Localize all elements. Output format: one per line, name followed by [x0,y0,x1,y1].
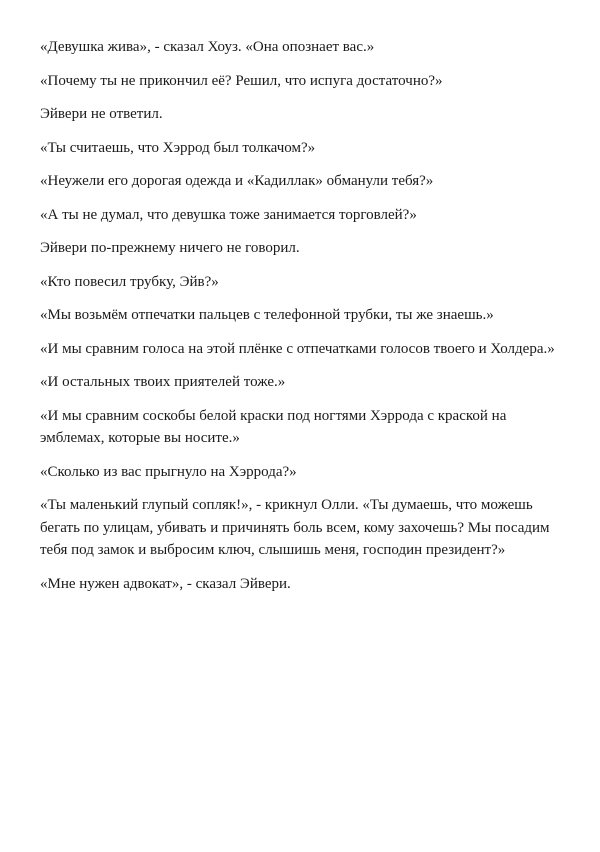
paragraph: «И остальных твоих приятелей тоже.» [40,374,286,390]
paragraph: «А ты не думал, что девушка тоже занимается торговлей?» [40,206,417,223]
paragraph: «Девушка жива», - сказал Хоуз. «Она опознает вас.» [40,39,375,55]
paragraph: «И мы сравним голоса на этой плёнке с отпечатками голосов твоего и Холдера.» [40,340,555,357]
paragraph: «И мы сравним соскобы белой краски под ногтями Хэррода с краской на эмблемах, которые вы носите.» [40,407,507,446]
document-page [40,36,560,606]
paragraph: «Ты маленький глупый сопляк!», - крикнул Олли. «Ты думаешь, что можешь бегать по улицам, убивать и причинять боль всем, кому захочешь? Мы посадим тебя под замок и выбросим ключ, слышишь меня, господин президент?» [40,497,550,558]
paragraph: «Неужели его дорогая одежда и «Кадиллак» обманули тебя?» [40,173,434,189]
paragraph: «Кто повесил трубку, Эйв?» [40,273,219,290]
paragraph: «Сколько из вас прыгнуло на Хэррода?» [40,463,297,480]
paragraph: Эйвери не ответил. [40,106,163,122]
paragraph: «Мне нужен адвокат», - сказал Эйвери. [40,575,291,592]
paragraph: «Мы возьмём отпечатки пальцев с телефонной трубки, ты же знаешь.» [40,307,494,323]
paragraph: «Ты считаешь, что Хэррод был толкачом?» [40,139,316,156]
paragraph: «Почему ты не прикончил её? Решил, что испуга достаточно?» [40,72,443,89]
paragraph: Эйвери по-прежнему ничего не говорил. [40,240,300,256]
